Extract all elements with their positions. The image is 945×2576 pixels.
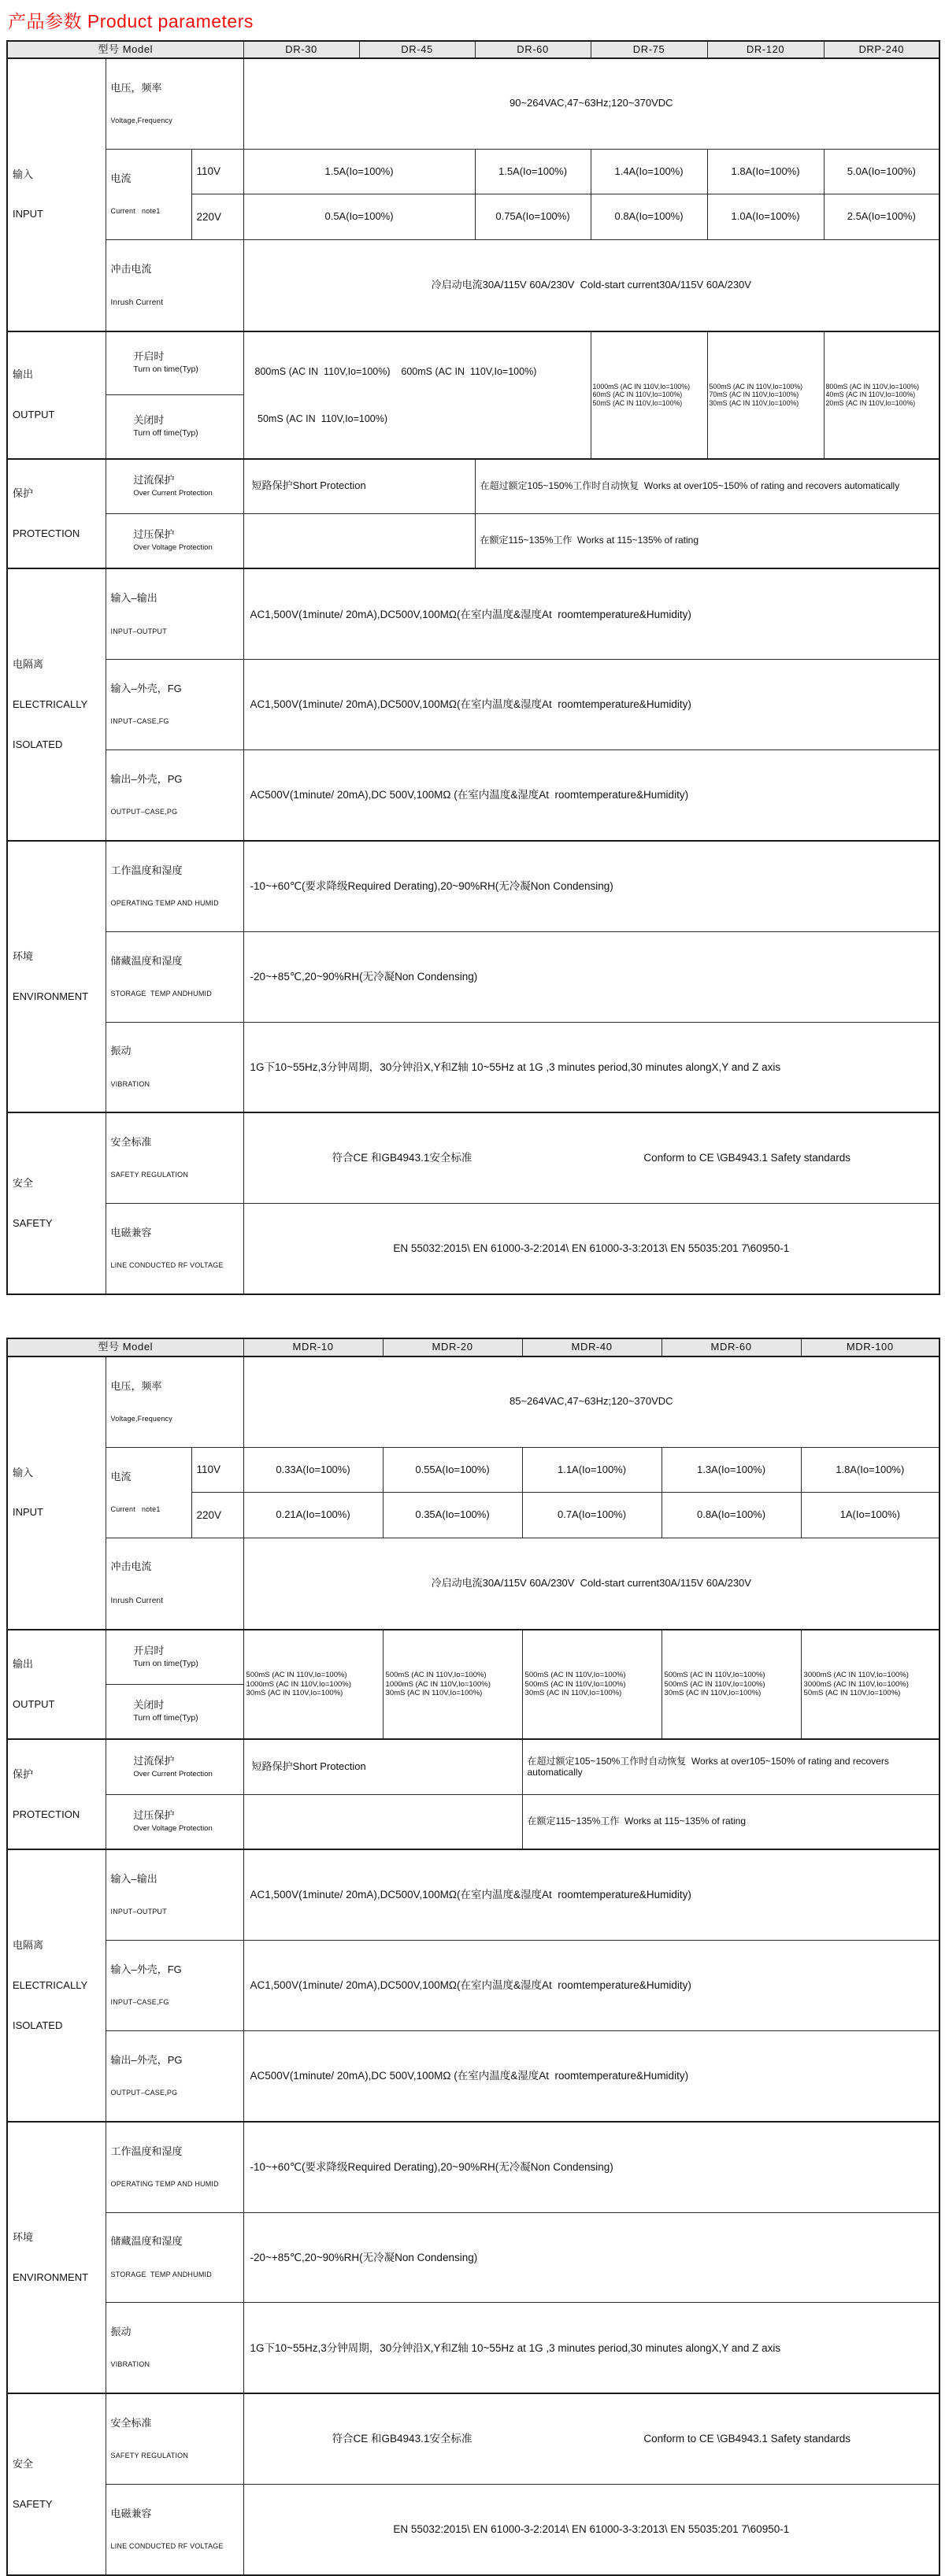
t2-turnoff-cn: 关闭时 [133,1699,165,1712]
t2-isolated-en2: ISOLATED [13,2019,63,2031]
t1-iso-in-case-value: AC1,500V(1minute/ 20mA),DC500V,100MΩ(在室内温度&湿度At roomtemperature&Humidity) [243,660,939,750]
t2-inout-cn: 输入–输出 [110,1873,158,1886]
t2-section-protection [7,1739,106,1849]
t1-model-drp240: DRP-240 [824,41,939,58]
t2-protection-en: PROTECTION [13,1808,80,1820]
t2-vib-cn: 振动 [110,2326,132,2338]
t1-ovp-cn: 过压保护 [133,528,175,541]
t2-label-turn-off [106,1684,243,1739]
t1-sub-220v: 220V [191,194,243,239]
t1-incase-cn: 输入–外壳，FG [110,683,182,695]
t1-vib-cn: 振动 [110,1045,132,1057]
t1-label-ocp [106,459,243,514]
t1-label-inrush [106,239,243,331]
t2-i110-mdr60: 1.3A(Io=100%) [662,1447,801,1492]
t2-time-mdr100-l1: 3000mS (AC IN 110V,Io=100%) [803,1671,909,1680]
t1-time-dr120-l1: 500mS (AC IN 110V,Io=100%) [709,382,803,390]
t1-label-emc [106,1204,243,1294]
t2-safetyreg-en: SAFETY REGULATION [110,2452,189,2460]
t1-i110-dr60: 1.5A(Io=100%) [475,149,591,194]
t1-sub-110v: 110V [191,149,243,194]
t1-voltage-cn: 电压，频率 [110,81,162,94]
t1-label-turn-off [106,395,243,459]
t2-i220-mdr60: 0.8A(Io=100%) [662,1493,801,1538]
t1-safetyreg-en: SAFETY REGULATION [110,1171,189,1179]
t2-inrush-value: 冷启动电流30A/115V 60A/230V Cold-start current30A/115V 60A/230V [243,1538,939,1629]
t2-label-in-case [106,1941,243,2031]
t1-model-dr120: DR-120 [707,41,824,58]
t2-time-mdr20-l1: 500mS (AC IN 110V,Io=100%) [385,1671,487,1680]
t2-label-storage [106,2212,243,2303]
t1-model-dr30: DR-30 [243,41,359,58]
t2-label-op-temp [106,2122,243,2212]
t2-i110-mdr40: 1.1A(Io=100%) [522,1447,662,1492]
t1-label-safety-reg [106,1112,243,1203]
t1-safetyreg-val-cn: 符合CE 和GB4943.1安全标准 [332,1152,472,1164]
t1-label-in-case [106,660,243,750]
t1-i220-dr30-45: 0.5A(Io=100%) [243,194,475,239]
t1-time-dr120-l2: 70mS (AC IN 110V,Io=100%) [709,390,799,399]
t1-ocp-en: Over Current Protection [133,488,213,498]
t2-output-cn: 输出 [13,1657,34,1670]
t1-i110-dr120: 1.8A(Io=100%) [707,149,824,194]
t1-section-isolated [7,568,106,840]
t2-i110-mdr10: 0.33A(Io=100%) [243,1447,383,1492]
t2-iso-out-case-value: AC500V(1minute/ 20mA),DC 500V,100MΩ (在室内温度&湿度At roomtemperature&Humidity) [243,2030,939,2121]
t2-time-mdr40-l1: 500mS (AC IN 110V,Io=100%) [524,1671,626,1680]
t2-label-emc [106,2485,243,2575]
t1-storage-value: -20~+85℃,20~90%RH(无冷凝Non Condensing) [243,931,939,1022]
t1-safety-cn: 安全 [13,1177,34,1190]
t2-inout-en: INPUT–OUTPUT [110,1908,167,1916]
t2-ovp-cn: 过压保护 [133,1809,175,1822]
t2-time-mdr40-l2: 500mS (AC IN 110V,Io=100%) [524,1679,626,1689]
t2-incase-en: INPUT–CASE,FG [110,1998,169,2007]
t1-time-dr120-l3: 30mS (AC IN 110V,Io=100%) [709,398,799,407]
t1-env-cn: 环境 [13,950,34,963]
t2-vibration-value: 1G下10~55Hz,3分钟周期，30分钟沿X,Y和Z轴 10~55Hz at 1G ,3 minutes period,30 minutes alongX,Y and Z axis [243,2303,939,2393]
t1-time-dr30-60 [243,331,591,459]
t2-optemp-en: OPERATING TEMP AND HUMID [110,2179,219,2188]
t2-ovp-en: Over Voltage Protection [133,1824,213,1834]
t1-time-main-l1: 800mS (AC IN 110V,Io=100%) 600mS (AC IN 110V,Io=100%) [254,365,537,377]
t1-label-in-out [106,568,243,659]
t1-ovp-left-empty [243,514,475,569]
t1-input-en: INPUT [13,208,43,220]
t1-i220-dr120: 1.0A(Io=100%) [707,194,824,239]
t2-input-cn: 输入 [13,1466,34,1479]
t1-turnon-cn: 开启时 [133,350,165,363]
t2-section-isolated [7,1849,106,2121]
t2-time-mdr10-l3: 30mS (AC IN 110V,Io=100%) [246,1689,343,1698]
t1-i110-dr30-45: 1.5A(Io=100%) [243,149,475,194]
t2-turnon-en: Turn on time(Typ) [133,1658,198,1668]
t1-time-drp240-l2: 40mS (AC IN 110V,Io=100%) [825,390,916,399]
t2-time-mdr60 [662,1630,801,1740]
t2-time-mdr20-l2: 1000mS (AC IN 110V,Io=100%) [385,1679,491,1689]
t1-safetyreg-val-en: Conform to CE \GB4943.1 Safety standards [643,1152,850,1164]
t2-op-temp-value: -10~+60℃(要求降级Required Derating),20~90%RH(无冷凝Non Condensing) [243,2122,939,2212]
t1-storage-en: STORAGE TEMP ANDHUMID [110,989,212,997]
t2-safety-en: SAFETY [13,2497,53,2510]
t1-label-vibration [106,1022,243,1112]
t2-time-mdr40 [522,1630,662,1740]
t1-ocp-right-value: 在超过额定105~150%工作时自动恢复 Works at over105~150% of rating and recovers automatically [475,459,939,514]
t2-storage-en: STORAGE TEMP ANDHUMID [110,2270,212,2278]
t2-ocp-left-value: 短路保护Short Protection [243,1739,522,1794]
t2-voltage-en: Voltage,Frequency [110,1415,172,1423]
t1-time-drp240 [824,331,939,459]
t2-ocp-right-value: 在超过额定105~150%工作时自动恢复 Works at over105~150% of rating and recovers automatically [522,1739,939,1794]
t2-current-en: Current note1 [110,1505,161,1513]
t2-label-ocp [106,1739,243,1794]
t1-protection-cn: 保护 [13,487,34,499]
t2-time-mdr40-l3: 30mS (AC IN 110V,Io=100%) [524,1689,622,1698]
t1-ovp-en: Over Voltage Protection [133,543,213,553]
t2-section-environment [7,2122,106,2393]
t2-safetyreg-val-cn: 符合CE 和GB4943.1安全标准 [332,2433,472,2445]
t1-vibration-value: 1G下10~55Hz,3分钟周期，30分钟沿X,Y和Z轴 10~55Hz at 1G ,3 minutes period,30 minutes alongX,Y and Z axis [243,1022,939,1112]
dr-series-table [6,40,940,1295]
t2-time-mdr60-l3: 30mS (AC IN 110V,Io=100%) [664,1689,762,1698]
t2-label-safety-reg [106,2393,243,2484]
t2-time-mdr10 [243,1630,383,1740]
t1-i220-dr60: 0.75A(Io=100%) [475,194,591,239]
t1-incase-en: INPUT–CASE,FG [110,717,169,726]
t1-vib-en: VIBRATION [110,1079,150,1088]
t2-model-mdr100: MDR-100 [801,1338,939,1356]
t2-storage-value: -20~+85℃,20~90%RH(无冷凝Non Condensing) [243,2212,939,2303]
t2-emc-value: EN 55032:2015\ EN 61000-3-2:2014\ EN 61000-3-3:2013\ EN 55035:201 7\60950-1 [243,2485,939,2575]
t2-emc-cn: 电磁兼容 [110,2507,152,2519]
t2-turnon-cn: 开启时 [133,1644,165,1656]
t1-emc-en: LINE CONDUCTED RF VOLTAGE [110,1261,224,1270]
t1-i110-drp240: 5.0A(Io=100%) [824,149,939,194]
t2-storage-cn: 储藏温度和湿度 [110,2235,183,2248]
t2-model-mdr40: MDR-40 [522,1338,662,1356]
t1-time-drp240-l1: 800mS (AC IN 110V,Io=100%) [825,382,920,390]
t1-inrush-cn: 冲击电流 [110,262,152,275]
t2-turnoff-en: Turn off time(Typ) [133,1713,198,1723]
t1-isolated-en2: ISOLATED [13,738,63,750]
t1-safety-en: SAFETY [13,1216,53,1229]
t1-model-dr75: DR-75 [591,41,707,58]
t1-iso-in-out-value: AC1,500V(1minute/ 20mA),DC500V,100MΩ(在室内温度&湿度At roomtemperature&Humidity) [243,568,939,659]
t1-isolated-en1: ELECTRICALLY [13,698,88,711]
t1-time-drp240-l3: 20mS (AC IN 110V,Io=100%) [825,398,916,407]
t2-isolated-en1: ELECTRICALLY [13,1978,88,1991]
t1-label-current [106,149,191,239]
t2-label-turn-on [106,1630,243,1685]
t2-label-vibration [106,2303,243,2393]
t2-outcase-cn: 输出–外壳，PG [110,2053,183,2066]
t2-model-mdr60: MDR-60 [662,1338,801,1356]
t2-time-mdr10-l1: 500mS (AC IN 110V,Io=100%) [246,1671,347,1680]
t1-current-en: Current note1 [110,206,161,215]
t2-safety-cn: 安全 [13,2457,34,2470]
t2-safetyreg-cn: 安全标准 [110,2417,152,2430]
t1-voltage-en: Voltage,Frequency [110,117,172,125]
t2-env-en: ENVIRONMENT [13,2271,89,2283]
table-gap [0,1295,945,1338]
t1-storage-cn: 储藏温度和湿度 [110,954,183,967]
t2-protection-cn: 保护 [13,1767,34,1780]
t2-output-en: OUTPUT [13,1697,55,1710]
t1-outcase-cn: 输出–外壳，PG [110,772,183,785]
t1-op-temp-value: -10~+60℃(要求降级Required Derating),20~90%RH(无冷凝Non Condensing) [243,841,939,931]
t1-voltage-value: 90~264VAC,47~63Hz;120~370VDC [243,58,939,149]
t1-current-cn: 电流 [110,172,132,184]
t1-label-storage [106,931,243,1022]
t2-label-current [106,1447,191,1538]
t1-time-dr75-l3: 50mS (AC IN 110V,Io=100%) [592,398,683,407]
t2-label-ovp [106,1794,243,1849]
t1-input-cn: 输入 [13,168,34,180]
t1-time-dr120 [707,331,824,459]
t1-time-dr75-l2: 60mS (AC IN 110V,Io=100%) [592,390,683,399]
t1-time-dr75 [591,331,707,459]
t2-section-input [7,1356,106,1630]
t2-time-mdr10-l2: 1000mS (AC IN 110V,Io=100%) [246,1679,351,1689]
t2-outcase-en: OUTPUT–CASE,PG [110,2088,178,2097]
t1-label-ovp [106,514,243,569]
t2-time-mdr20-l3: 30mS (AC IN 110V,Io=100%) [385,1689,483,1698]
t2-i220-mdr20: 0.35A(Io=100%) [383,1493,522,1538]
t1-inout-en: INPUT–OUTPUT [110,627,167,635]
t1-safetyreg-cn: 安全标准 [110,1136,152,1149]
t1-ocp-cn: 过流保护 [133,473,175,486]
t1-iso-out-case-value: AC500V(1minute/ 20mA),DC 500V,100MΩ (在室内温度&湿度At roomtemperature&Humidity) [243,750,939,841]
t2-emc-en: LINE CONDUCTED RF VOLTAGE [110,2542,224,2551]
t2-iso-in-case-value: AC1,500V(1minute/ 20mA),DC500V,100MΩ(在室内温度&湿度At roomtemperature&Humidity) [243,1941,939,2031]
t2-model-mdr10: MDR-10 [243,1338,383,1356]
t1-model-header: 型号 Model [7,41,243,58]
t2-inrush-en: Inrush Current [110,1596,164,1605]
t2-label-out-case [106,2030,243,2121]
t2-ovp-left-empty [243,1794,522,1849]
t1-turnoff-en: Turn off time(Typ) [133,427,198,438]
t2-voltage-cn: 电压，频率 [110,1379,162,1392]
t2-iso-in-out-value: AC1,500V(1minute/ 20mA),DC500V,100MΩ(在室内温度&湿度At roomtemperature&Humidity) [243,1849,939,1940]
t2-sub-110v: 110V [191,1447,243,1492]
t2-ocp-cn: 过流保护 [133,1754,175,1767]
t1-i220-drp240: 2.5A(Io=100%) [824,194,939,239]
t2-optemp-cn: 工作温度和湿度 [110,2145,183,2157]
t1-turnon-en: Turn on time(Typ) [133,365,198,375]
t1-safety-reg-value [243,1112,939,1203]
t2-label-voltage [106,1356,243,1447]
t1-section-input [7,58,106,331]
t1-emc-cn: 电磁兼容 [110,1227,152,1239]
t2-section-safety [7,2393,106,2575]
t1-protection-en: PROTECTION [13,527,80,539]
t1-env-en: ENVIRONMENT [13,990,89,1002]
t1-label-turn-on [106,331,243,395]
page-title: 产品参数 Product parameters [8,11,254,31]
t2-i220-mdr40: 0.7A(Io=100%) [522,1493,662,1538]
t1-inrush-value: 冷启动电流30A/115V 60A/230V Cold-start current30A/115V 60A/230V [243,239,939,331]
t1-label-out-case [106,750,243,841]
t2-section-output [7,1630,106,1740]
t1-label-voltage [106,58,243,149]
t2-inrush-cn: 冲击电流 [110,1560,152,1573]
t2-time-mdr100-l3: 50mS (AC IN 110V,Io=100%) [803,1689,901,1698]
t2-incase-cn: 输入–外壳，FG [110,1963,182,1975]
t2-input-en: INPUT [13,1506,43,1519]
t2-env-cn: 环境 [13,2230,34,2243]
t1-inrush-en: Inrush Current [110,298,164,307]
t1-section-safety [7,1112,106,1294]
t2-i110-mdr20: 0.55A(Io=100%) [383,1447,522,1492]
t1-i110-dr75: 1.4A(Io=100%) [591,149,707,194]
t2-vib-en: VIBRATION [110,2360,150,2369]
t2-i220-mdr100: 1A(Io=100%) [801,1493,939,1538]
t1-emc-value: EN 55032:2015\ EN 61000-3-2:2014\ EN 61000-3-3:2013\ EN 55035:201 7\60950-1 [243,1204,939,1294]
t1-model-dr60: DR-60 [475,41,591,58]
t1-optemp-cn: 工作温度和湿度 [110,864,183,876]
t2-model-header: 型号 Model [7,1338,243,1356]
t2-time-mdr100-l2: 3000mS (AC IN 110V,Io=100%) [803,1679,909,1689]
t2-time-mdr60-l1: 500mS (AC IN 110V,Io=100%) [664,1671,765,1680]
t1-label-op-temp [106,841,243,931]
t2-isolated-cn: 电隔离 [13,1939,44,1952]
t2-sub-220v: 220V [191,1493,243,1538]
t1-ovp-right-value: 在额定115~135%工作 Works at 115~135% of rating [475,514,939,569]
t2-time-mdr100 [801,1630,939,1740]
datasheet-page [0,7,945,2551]
t1-ocp-left-value: 短路保护Short Protection [243,459,475,514]
t2-i220-mdr10: 0.21A(Io=100%) [243,1493,383,1538]
t2-current-cn: 电流 [110,1470,132,1482]
t2-ovp-right-value: 在额定115~135%工作 Works at 115~135% of rating [522,1794,939,1849]
t2-safety-reg-value [243,2393,939,2484]
t1-isolated-cn: 电隔离 [13,658,44,671]
t1-optemp-en: OPERATING TEMP AND HUMID [110,898,219,907]
t1-section-environment [7,841,106,1112]
t2-time-mdr60-l2: 500mS (AC IN 110V,Io=100%) [664,1679,765,1689]
t2-label-inrush [106,1538,243,1629]
t2-model-mdr20: MDR-20 [383,1338,522,1356]
t2-i110-mdr100: 1.8A(Io=100%) [801,1447,939,1492]
t1-model-dr45: DR-45 [359,41,475,58]
t2-ocp-en: Over Current Protection [133,1769,213,1778]
t1-outcase-en: OUTPUT–CASE,PG [110,808,178,816]
t2-voltage-value: 85~264VAC,47~63Hz;120~370VDC [243,1356,939,1447]
t1-inout-cn: 输入–输出 [110,592,158,605]
mdr-series-table [6,1338,940,2576]
t1-section-protection [7,459,106,569]
t1-turnoff-cn: 关闭时 [133,413,165,426]
t2-label-in-out [106,1849,243,1940]
t2-time-mdr20 [383,1630,522,1740]
t2-safetyreg-val-en: Conform to CE \GB4943.1 Safety standards [643,2433,850,2445]
t1-time-dr75-l1: 1000mS (AC IN 110V,Io=100%) [592,382,691,390]
t1-time-main-l2: 50mS (AC IN 110V,Io=100%) [254,413,388,424]
t1-output-cn: 输出 [13,368,34,381]
t1-section-output [7,331,106,459]
t1-output-en: OUTPUT [13,408,55,420]
t1-i220-dr75: 0.8A(Io=100%) [591,194,707,239]
